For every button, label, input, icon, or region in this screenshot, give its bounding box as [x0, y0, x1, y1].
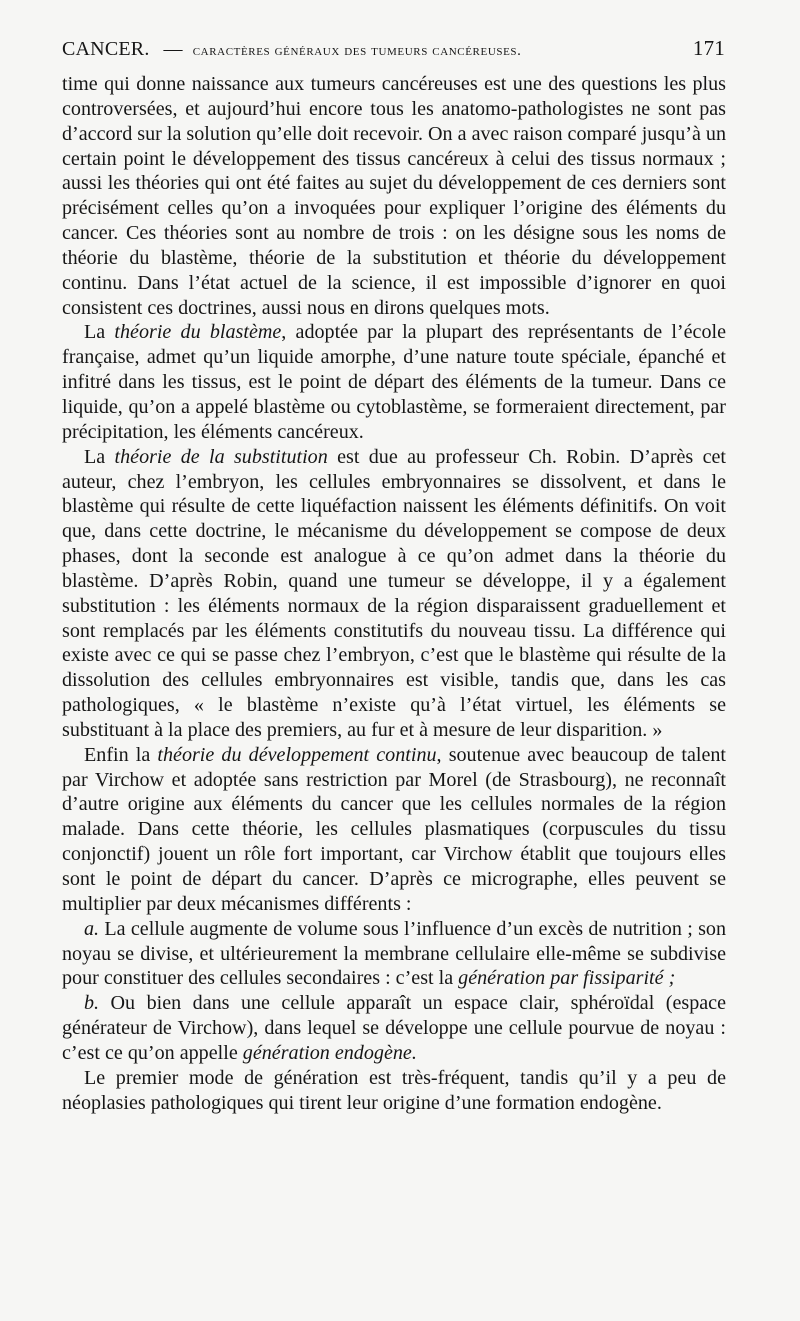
italic-term: génération par fissiparité ; — [458, 967, 676, 990]
running-head-subtitle: caractères généraux des tumeurs cancéreuses. — [192, 43, 522, 59]
paragraph-continuation: time qui donne naissance aux tumeurs cancéreuses est une des questions les plus controversées, et aujourd’hui encore tous les anatomo-pathologistes ne sont pas d’accord sur la solution qu’elle doit recevoir. On a avec raison comparé jusqu’à un certain point le développement des tissus cancéreux à celui des tissus normaux ; aussi les théories qui ont été faites au sujet du développement de ces derniers sont précisément celles qu’on a invoquées pour expliquer l’origine des éléments du cancer. Ces théories sont au nombre de trois : on les désigne sous les noms de théorie du blastème, théorie de la substitution et théorie du développement continu. Dans l’état actuel de la science, il est impossible d’ignorer en quoi consistent ces doctrines, aussi nous en dirons quelques mots. — [62, 73, 726, 319]
italic-term: génération endogène. — [242, 1041, 417, 1064]
list-marker-b: b. — [84, 992, 100, 1015]
paragraph-text: La cellule augmente de volume sous l’influence d’un excès de nutrition ; son noyau se divise, et ultérieurement la membrane cellulaire elle-même se subdivise pour constituer des cellules secondaires : c’est la — [62, 917, 726, 990]
paragraph-text: Enfin la — [84, 743, 158, 766]
paragraph-blasteme — [62, 320, 726, 444]
paragraph-item-b — [62, 991, 726, 1066]
paragraph-conclusion: Le premier mode de génération est très-fréquent, tandis qu’il y a peu de néoplasies pathologiques qui tirent leur origine d’une formation endogène. — [62, 1066, 726, 1114]
page-number: 171 — [692, 36, 725, 60]
paragraph-text: Ou bien dans une cellule apparaît un espace clair, sphéroïdal (espace générateur de Virchow), dans lequel se développe une cellule pourvue de noyau : c’est ce qu’on appelle — [62, 992, 726, 1064]
running-head-dash: — — [163, 39, 183, 60]
paragraph-text: est due au professeur Ch. Robin. D’après cet auteur, chez l’embryon, les cellules embryonnaires se dissolvent, et dans le blastème qui résulte de cette liquéfaction naissent les éléments définitifs. On voit que, dans cette doctrine, le mécanisme du développement se compose de deux phases, dont la seconde est analogue à ce qu’on admet dans la théorie du blastème. D’après Robin, quand une tumeur se développe, il y a également substitution : les éléments normaux de la région disparaissent graduellement et sont remplacés par les éléments constitutifs du nouveau tissu. La différence qui existe avec ce qui se passe chez l’embryon, c’est que le blastème qui résulte de la dissolution des cellules embryonnaires est visible, tandis que, dans les cas pathologiques, « le blastème n’existe qu’à l’état virtuel, les éléments se substituant à la place des premiers, au fur et à mesure de leur disparition. » — [62, 445, 726, 741]
paragraph-developpement-continu — [62, 743, 726, 917]
running-head-title: CANCER. — [62, 38, 150, 60]
body-text — [62, 72, 726, 1115]
italic-term: théorie du développement continu — [157, 743, 437, 766]
italic-term: théorie du blastème — [114, 321, 282, 344]
paragraph-text: La — [84, 445, 115, 468]
paragraph-text: La — [84, 321, 115, 344]
paragraph-item-a — [62, 917, 726, 992]
paragraph-substitution — [62, 445, 726, 743]
running-head — [62, 36, 725, 62]
list-marker-a: a. — [84, 917, 100, 940]
italic-term: théorie de la substitution — [114, 445, 328, 468]
paragraph-text: , adoptée par la plupart des représentants de l’école française, admet qu’un liquide amorphe, d’une nature toute spéciale, épanché et infitré dans les tissus, est le point de départ des éléments de la tumeur. Dans ce liquide, qu’on a appelé blastème ou cytoblastème, se formeraient directement, par précipitation, les éléments cancéreux. — [62, 321, 727, 443]
paragraph-text: , soutenue avec beaucoup de talent par Virchow et adoptée sans restriction par Morel (de Strasbourg), ne reconnaît d’autre origine aux éléments du cancer que les cellules normales de la région malade. Dans cette théorie, les cellules plasmatiques (corpuscules du tissu conjonctif) jouent un rôle fort important, car Virchow établit que toujours elles sont le point de départ du cancer. D’après ce micrographe, elles peuvent se multiplier par deux mécanismes différents : — [62, 743, 726, 915]
